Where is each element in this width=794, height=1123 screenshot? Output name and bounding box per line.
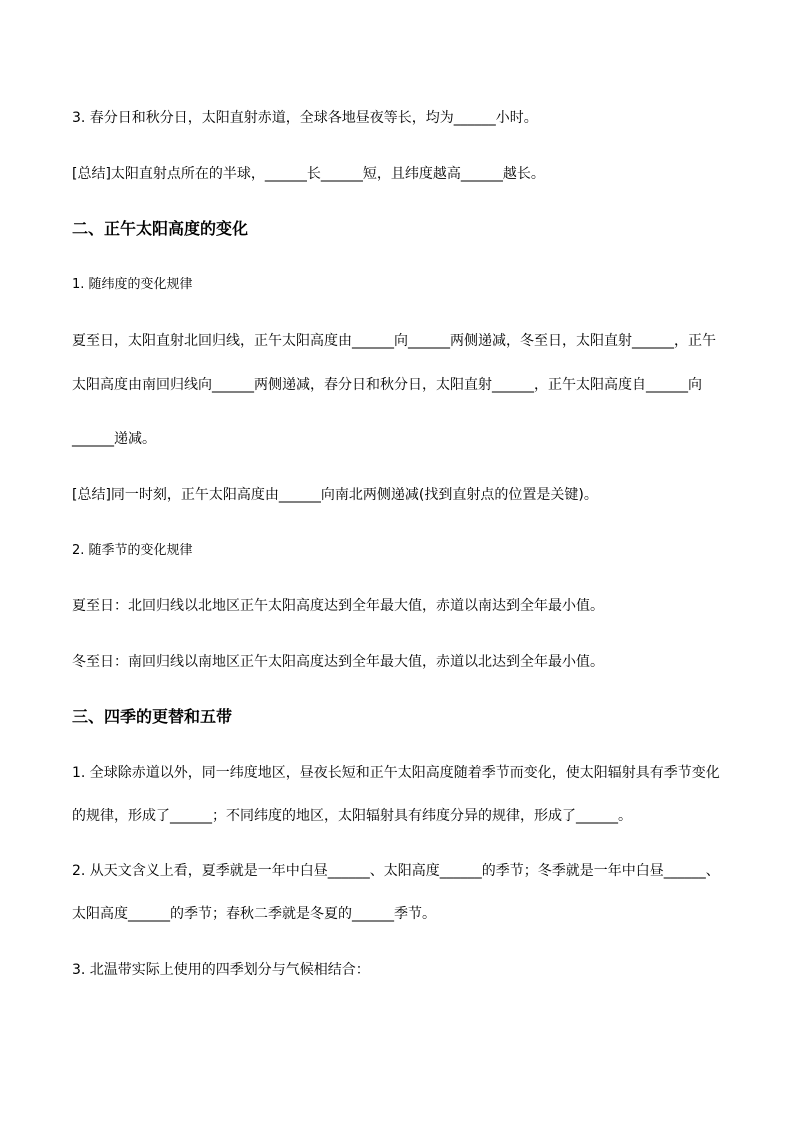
text-line-summer-solstice: 夏至日：北回归线以北地区正午太阳高度达到全年最大值，赤道以南达到全年最小值。	[72, 598, 604, 614]
section-heading-2: 二、正午太阳高度的变化	[72, 219, 249, 238]
text-line-summary-1: [总结]太阳直射点所在的半球，______长______短，且纬度越高______越长。	[72, 166, 545, 182]
text-line-latitude-2: 太阳高度由南回归线向______两侧递减，春分日和秋分日，太阳直射______，正午太阳高度自______向	[72, 377, 702, 393]
text-line-temperate: 3. 北温带实际上使用的四季划分与气候相结合：	[72, 962, 370, 978]
text-line-summary-2: [总结]同一时刻，正午太阳高度由______向南北两侧递减(找到直射点的位置是关键)。	[72, 487, 598, 503]
subheading-season: 2. 随季节的变化规律	[72, 543, 193, 558]
text-line-winter-solstice: 冬至日：南回归线以南地区正午太阳高度达到全年最大值，赤道以北达到全年最小值。	[72, 654, 604, 670]
text-line-astronomy-1: 2. 从天文含义上看，夏季就是一年中白昼______、太阳高度______的季节；冬季就是一年中白昼______、	[72, 863, 720, 879]
text-line-seasons-1: 1. 全球除赤道以外，同一纬度地区，昼夜长短和正午太阳高度随着季节而变化，使太阳辐射具有季节变化	[72, 765, 720, 781]
text-line-astronomy-2: 太阳高度______的季节；春秋二季就是冬夏的______季节。	[72, 906, 436, 922]
text-line-latitude-1: 夏至日，太阳直射北回归线，正午太阳高度由______向______两侧递减，冬至日，太阳直射______，正午	[72, 333, 716, 349]
text-line-seasons-2: 的规律，形成了______；不同纬度的地区，太阳辐射具有纬度分异的规律，形成了______。	[72, 808, 632, 824]
text-line-equinox: 3. 春分日和秋分日，太阳直射赤道，全球各地昼夜等长，均为______小时。	[72, 110, 538, 126]
section-heading-3: 三、四季的更替和五带	[72, 707, 233, 726]
subheading-latitude: 1. 随纬度的变化规律	[72, 277, 193, 292]
text-line-latitude-3: ______递减。	[72, 431, 156, 447]
